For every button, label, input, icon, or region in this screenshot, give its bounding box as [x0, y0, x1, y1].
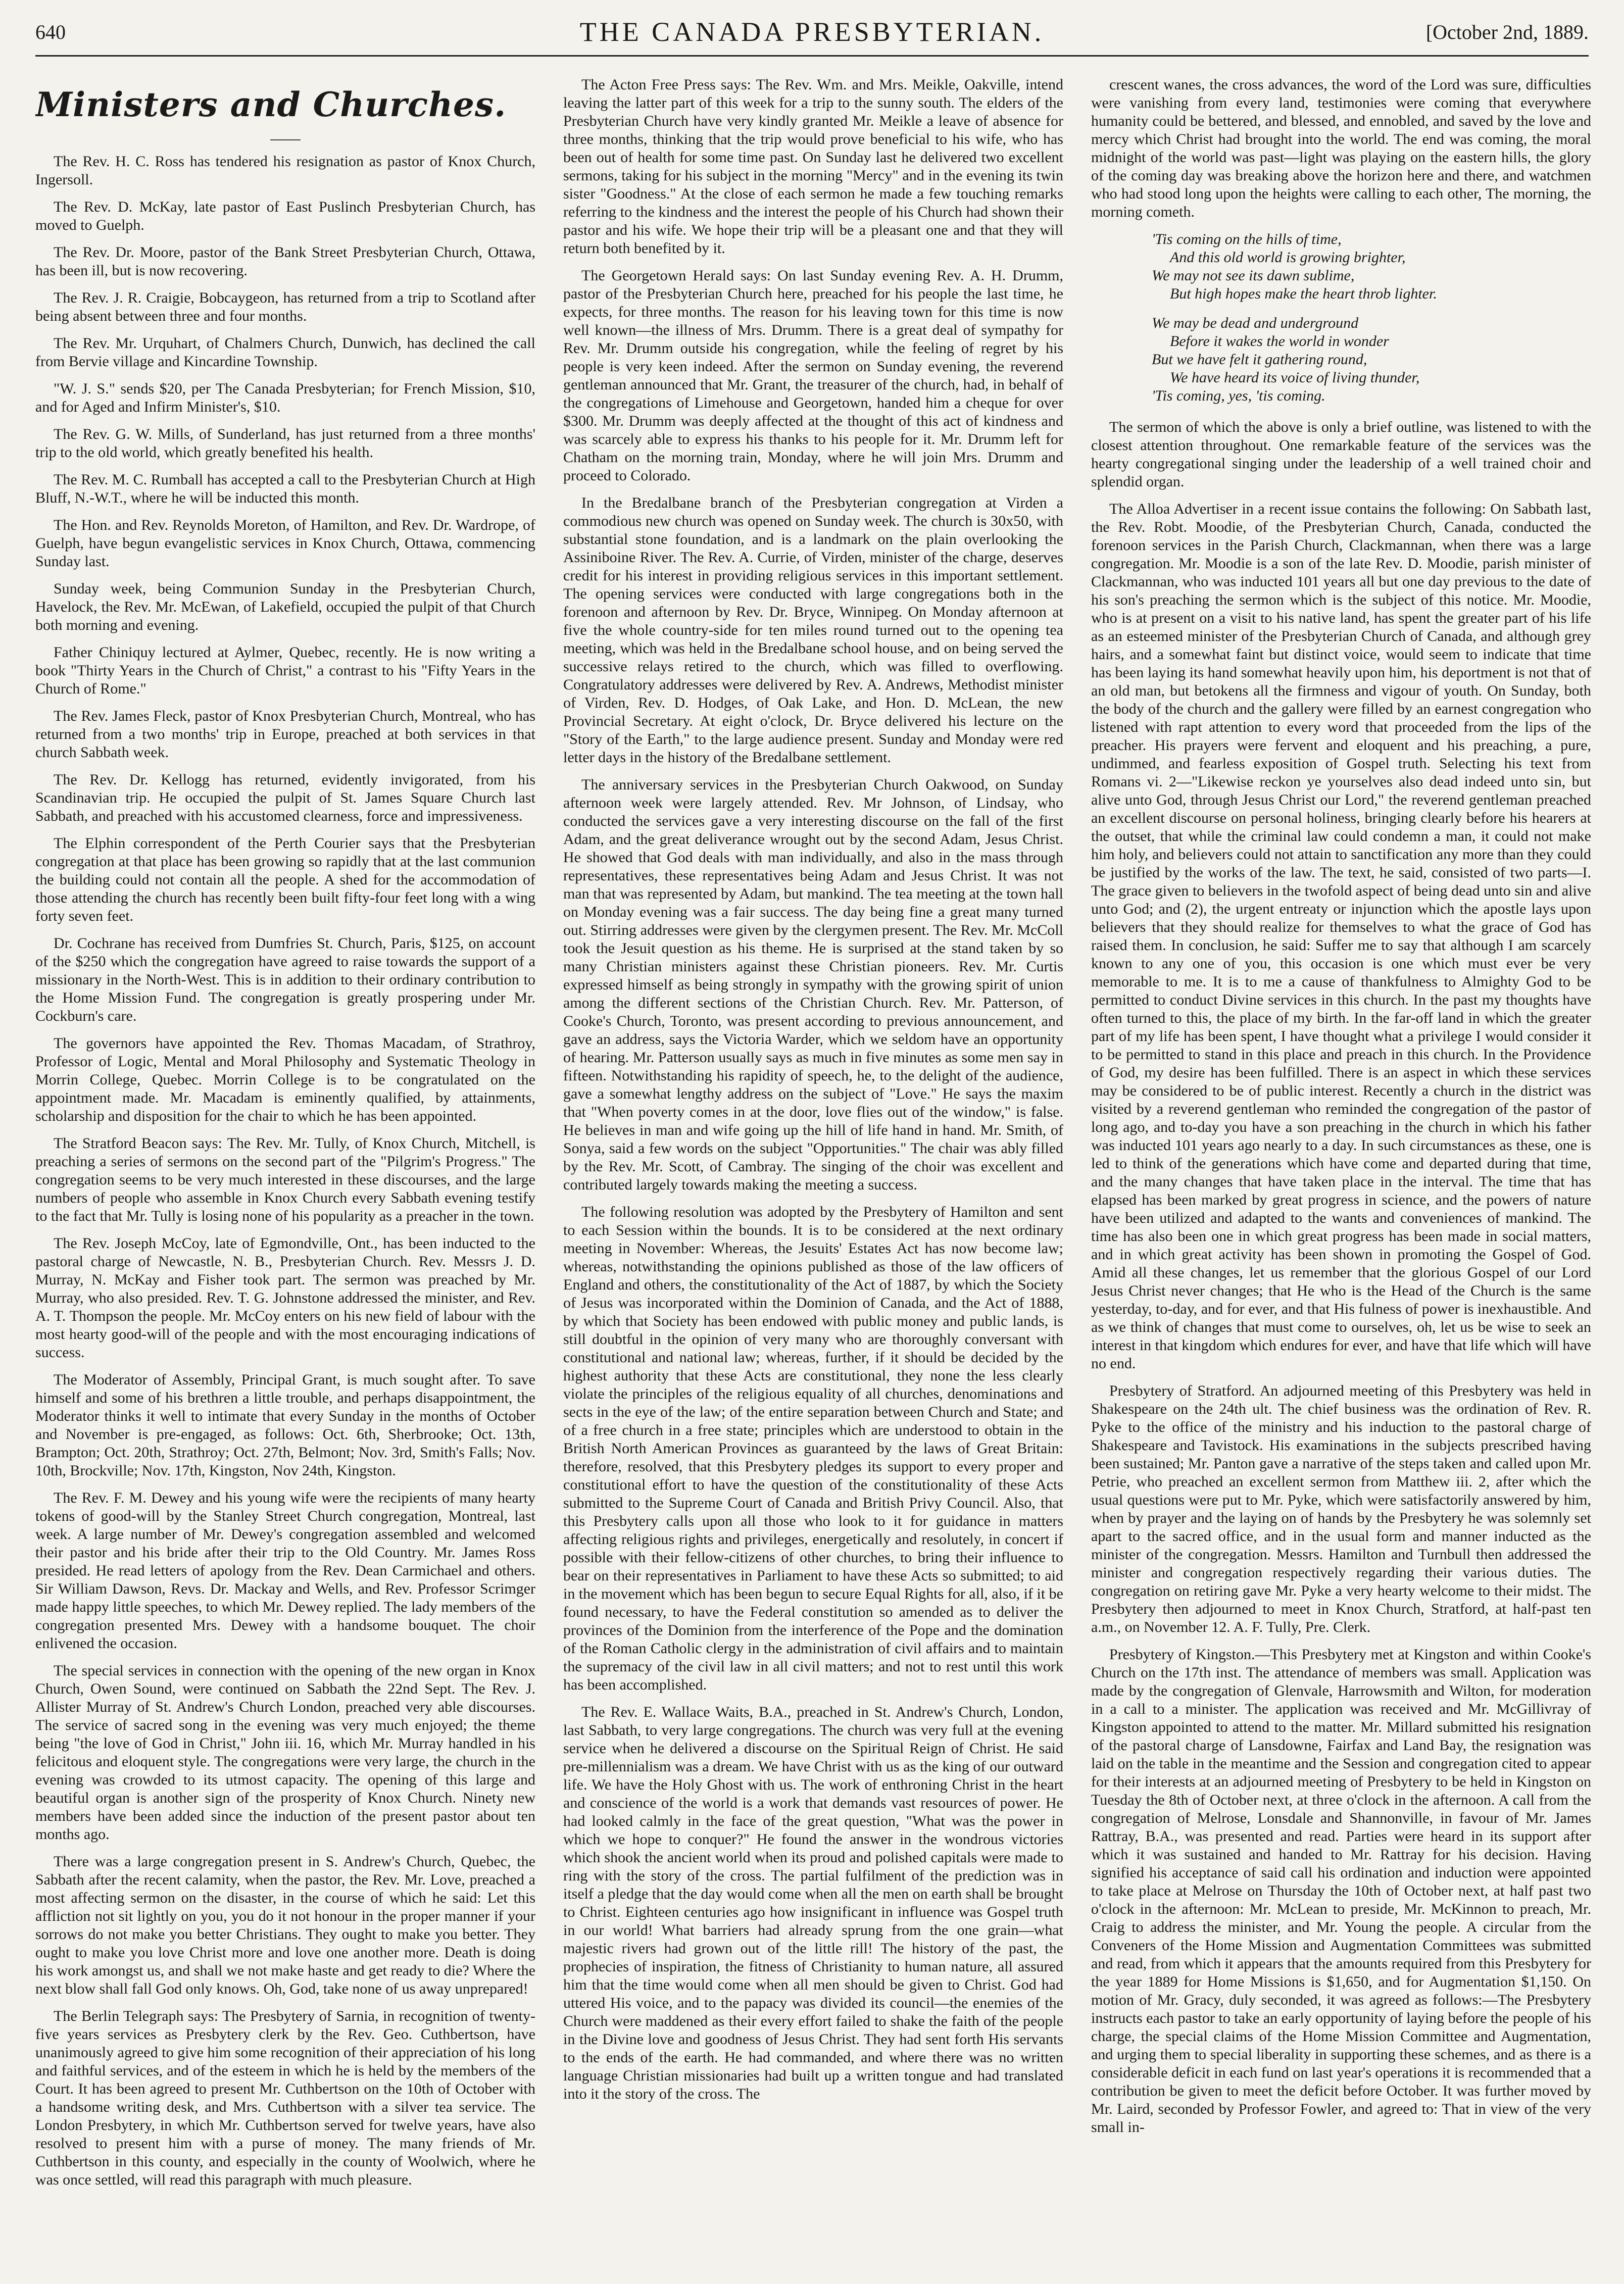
column-1 — [35, 76, 535, 2263]
column-2 — [563, 76, 1063, 2263]
poem — [1091, 230, 1591, 405]
poem-stanza-1 — [1152, 230, 1591, 303]
news-item: The Rev. Dr. Moore, pastor of the Bank Street Presbyterian Church, Ottawa, has been ill, but is now recovering. — [35, 244, 535, 279]
news-item: The Rev. Joseph McCoy, late of Egmondville, Ont., has been inducted to the pastoral charge of Newcastle, N. B., Presbyterian Church. Rev. Messrs J. D. Murray, N. McKay and Fisher took part. The sermon was preached by Mr. Murray, who also presided. Rev. T. G. Johnstone addressed the minister, and Rev. A. T. Thompson the people. Mr. McCoy enters on his new field of labour with the most hearty good-will of the people and with the most encouraging indications of success. — [35, 1235, 535, 1361]
news-item: The special services in connection with the opening of the new organ in Knox Church, Owen Sound, were continued on Sabbath the 22nd Sept. The Rev. J. Allister Murray of St. Andrew's Church London, preached very able discourses. The service of sacred song in the evening was very much enjoyed; the theme being "the love of God in Christ," John iii. 16, which Mr. Murray handled in his felicitous and eloquent style. The congregations were very large, the church in the evening was crowded to its utmost capacity. The opening of this large and beautiful organ is another sign of the prosperity of Knox Church. Ninety new members have been added since the induction of the present pastor about ten months ago. — [35, 1662, 535, 1843]
poem-line: Before it wakes the world in wonder — [1170, 333, 1389, 350]
news-item: In the Bredalbane branch of the Presbyterian congregation at Virden a commodious new church was opened on Sunday week. The church is 30x50, with substantial stone foundation, and is a landmark on the plain overlooking the Assiniboine River. The Rev. A. Currie, of Virden, minister of the charge, deserves credit for his interest in providing religious services in this important settlement. The opening services were conducted with large congregations both in the forenoon and afternoon by Rev. Dr. Bryce, Winnipeg. On Monday afternoon at five the whole country-side for ten miles round turned out to the opening tea meeting, which was held in the Bredalbane school house, and on being served the successive relays retired to the church, which was filled to overflowing. Congratulatory addresses were delivered by Rev. A. Andrews, Methodist minister of Virden, Rev. D. Hodges, of Oak Lake, and Hon. D. McLean, the new Provincial Secretary. At eight o'clock, Dr. Bryce delivered his lecture on the "Story of the Earth," to the large audience present. Sunday and Monday were red letter days in the history of the Bredalbane settlement. — [563, 494, 1063, 766]
page-number: 640 — [35, 21, 66, 43]
column-3-lead — [1091, 76, 1591, 221]
poem-line: We have heard its voice of living thunder, — [1170, 369, 1420, 386]
poem-line: But we have felt it gathering round, — [1152, 351, 1367, 368]
column-2-items — [563, 76, 1063, 2103]
news-item: The following resolution was adopted by the Presbytery of Hamilton and sent to each Session within the bounds. It is to be considered at the next ordinary meeting in November: Whereas, the Jesuits' Estates Act has now become law; whereas, notwithstanding the opinions published as those of the law officers of England and others, the constitutionality of the Act of 1887, by which the Society of Jesus was incorporated within the Dominion of Canada, and the Act of 1888, by which that Society has been endowed with public money and public lands, is still doubtful in the opinion of very many who are thoroughly conversant with constitutional and national law; whereas, further, if it should be decided by the highest authority that these Acts are constitutional, they none the less clearly violate the principles of the religious equality of all churches, denominations and sects in the eye of the law; of the entire separation between Church and State; and of a free church in a free state; principles which are understood to obtain in the British North American Provinces as guaranteed by the laws of Great Britain: therefore, resolved, that this Presbytery pledges its support to every proper and constitutional effort to have the question of the constitutionality of these Acts submitted to the Supreme Court of Canada and British Privy Council. Also, that this Presbytery calls upon all those who look to it for guidance in matters affecting religious rights and privileges, energetically and resolutely, in concert if possible with their fellow-citizens of other churches, to bring their influence to bear on their representatives in Parliament to have these Acts so submitted; to aid in the movement which has been begun to secure Equal Rights for all, also, if it be found necessary, to have the Federal constitution so amended as to deliver the provinces of the Dominion from the interference of the Pope and the domination of the Roman Catholic clergy in the administration of civil affairs and to maintain the supremacy of the civil law in all civil matters; and not to rest until this work has been accomplished. — [563, 1204, 1063, 1693]
news-item: The Rev. Dr. Kellogg has returned, evidently invigorated, from his Scandinavian trip. He occupied the pulpit of St. James Square Church last Sabbath, and preached with his accustomed clearness, force and impressiveness. — [35, 771, 535, 824]
news-item: crescent wanes, the cross advances, the word of the Lord was sure, difficulties were vanishing from every land, testimonies were coming that everywhere humanity could be bettered, and blessed, and ennobled, and saved by the love and mercy which Christ had brought into the world. The end was coming, the moral midnight of the world was past—light was playing on the eastern hills, the glory of the coming day was breaking above the horizon here and there, and watchmen who had stood long upon the heights were calling to each other, The morning, the morning cometh. — [1091, 76, 1591, 220]
news-item: The anniversary services in the Presbyterian Church Oakwood, on Sunday afternoon week were largely attended. Rev. Mr Johnson, of Lindsay, who conducted the services gave a very interesting discourse on the fall of the first Adam, and the great deliverance wrought out by the second Adam, Jesus Christ. He showed that God deals with man individually, and also in the mass through representatives, these representatives being Adam and Jesus Christ. It was not man that was represented by Adam, but mankind. The tea meeting at the town hall on Monday evening was a fair success. The day being fine a great many turned out. Stirring addresses were given by the clergymen present. The Rev. Mr. McColl took the Jesuit question as his theme. He is surprised at the stand taken by so many Christian ministers against these Christian pioneers. Rev. Mr. Curtis expressed himself as being strongly in sympathy with the growing spirit of union among the different sections of the Christian Church. Rev. Mr. Patterson, of Cooke's Church, Toronto, was present according to previous announcement, and gave an address, says the Victoria Warder, which we seldom have an opportunity of hearing. Mr. Patterson usually says as much in five minutes as some men say in fifteen. Notwithstanding his rapidity of speech, he, to the delight of the audience, gave a somewhat lengthy address on the subject of "Love." He says the maxim that "When poverty comes in at the door, love flies out of the window," is false. He believes in man and wife going up the hill of life hand in hand. Mr. Smith, of Sonya, said a few words on the subject "Opportunities." The chair was ably filled by the Rev. Mr. Scott, of Cambray. The singing of the choir was excellent and contributed largely towards making the meeting a success. — [563, 776, 1063, 1193]
news-item: The Georgetown Herald says: On last Sunday evening Rev. A. H. Drumm, pastor of the Presbyterian Church here, preached for his people the last time, he expects, for three months. The reason for his leaving town for this time is now well known—the illness of Mrs. Drumm. There is a great deal of sympathy for Rev. Mr. Drumm outside his congregation, while the feeling of regret by his people is very keen indeed. After the sermon on Sunday evening, the reverend gentleman announced that Mr. Grant, the treasurer of the church, had, in behalf of the congregations of Limehouse and Georgetown, handed him a cheque for over $300. Mr. Drumm was deeply affected at the thought of this act of kindness and was scarcely able to express his thanks to his people for it. Mr. Drumm left for Chatham on the morning train, Monday, where he will join Mrs. Drumm and proceed to Colorado. — [563, 267, 1063, 484]
poem-line: But high hopes make the heart throb lighter. — [1170, 285, 1437, 302]
poem-line: 'Tis coming on the hills of time, — [1152, 231, 1342, 247]
news-item: Father Chiniquy lectured at Aylmer, Quebec, recently. He is now writing a book "Thirty Years in the Church of Christ," a contrast to his "Fifty Years in the Church of Rome." — [35, 644, 535, 697]
news-item: The Stratford Beacon says: The Rev. Mr. Tully, of Knox Church, Mitchell, is preaching a series of sermons on the second part of the "Pilgrim's Progress." The congregation seems to be very much interested in these discourses, and the large numbers of people who assemble in Knox Church every Sabbath evening testify to the fact that Mr. Tully is losing none of his popularity as a preacher in the town. — [35, 1135, 535, 1224]
news-item: The Rev. F. M. Dewey and his young wife were the recipients of many hearty tokens of good-will by the Stanley Street Church congregation, Montreal, last week. A large number of Mr. Dewey's congregation assembled and welcomed their pastor and his bride after their trip to the Old Country. Mr. James Ross presided. He read letters of apology from the Rev. Dean Carmichael and others. Sir William Dawson, Revs. Dr. Mackay and Wells, and Rev. Professor Scrimger made happy little speeches, to which Mr. Dewey replied. The lady members of the congregation presented Mrs. Dewey with a handsome bouquet. The choir enlivened the occasion. — [35, 1489, 535, 1652]
poem-line: We may be dead and underground — [1152, 315, 1359, 331]
news-item: The Rev. J. R. Craigie, Bobcaygeon, has returned from a trip to Scotland after being absent between three and four months. — [35, 289, 535, 324]
poem-line: We may not see its dawn sublime, — [1152, 267, 1355, 284]
issue-date: [October 2nd, 1889. — [1425, 21, 1589, 43]
news-item: Presbytery of Kingston.—This Presbytery met at Kingston and within Cooke's Church on the 17th inst. The attendance of members was small. Application was made by the congregation of Glenvale, Harrowsmith and Wilton, for moderation in a call to a minister. The application was received and Mr. McGillivray of Kingston appointed to attend to the matter. Mr. Millard submitted his resignation of the pastoral charge of Lansdowne, Fairfax and Land Bay, the resignation was laid on the table in the meantime and the Session and congregation cited to appear for their interests at an adjourned meeting of Presbytery to be held in Kingston on Tuesday the 8th of October next, at three o'clock in the afternoon. A call from the congregation of Melrose, Lonsdale and Shannonville, in favour of Mr. James Rattray, B.A., was presented and read. Parties were heard in its support after which it was sustained and handed to Mr. Rattray for his decision. Having signified his acceptance of said call his ordination and induction were appointed to take place at Melrose on Thursday the 10th of October next, at half past two o'clock in the afternoon: Mr. McLean to preside, Mr. McKinnon to preach, Mr. Craig to address the minister, and Mr. Young the people. A circular from the Conveners of the Home Mission and Augmentation Committees was submitted and read, from which it appears that the amounts required from this Presbytery for the year 1889 for Home Missions is $1,650, and for Augmentation $1,150. On motion of Mr. Gracy, duly seconded, it was agreed as follows:—The Presbytery instructs each pastor to take an early opportunity of laying before the people of his charge, the special claims of the Home Mission Committee and Augmentation, and urging them to special liberality in supporting these schemes, and as there is a considerable deficit in each fund on last year's operations it is recommended that a contribution be given to meet the deficit before October. It was further moved by Mr. Laird, seconded by Professor Fowler, and agreed to: That in view of the very small in- — [1091, 1646, 1591, 2136]
news-item: The Rev. D. McKay, late pastor of East Puslinch Presbyterian Church, has moved to Guelph. — [35, 198, 535, 233]
column-3-items — [1091, 418, 1591, 2137]
news-item: The Rev. E. Wallace Waits, B.A., preached in St. Andrew's Church, London, last Sabbath, to very large congregations. The church was very full at the evening service when he delivered a discourse on the Spiritual Reign of Christ. He said pre-millennialism was a dream. We have Christ with us as the king of our outward life. We have the Holy Ghost with us. The work of enthroning Christ in the heart and conscience of the world is a work that demands vast resources of power. He had looked calmly in the face of the great question, "What was the power in which we hope to conquer?" He found the answer in the wondrous victories which shook the ancient world when its proud and polished capitals were made to ring with the story of the cross. The partial fulfilment of the prediction was in itself a pledge that the day would come when all the men on earth shall be brought to Christ. Eighteen centuries ago how insignificant in influence was Gospel truth in our world! What barriers had already sprung from the one grain—what majestic rivers had grown out of the little rill! The history of the past, the prophecies of inspiration, the fitness of Christianity to human nature, all assured him that the time would come when all men should be given to Christ. God had uttered His voice, and to the papacy was divided its council—the enemies of the Church were maddened as their every effort failed to shake the faith of the people in the Divine love and goodness of Jesus Christ. They had sent forth His servants to the ends of the earth. He had commanded, and where there was no written language Christian missionaries had built up a written tongue and had translated into it the story of the cross. The — [563, 1704, 1063, 2102]
column-1-items — [35, 153, 535, 2189]
news-item: Presbytery of Stratford. An adjourned meeting of this Presbytery was held in Shakespeare on the 24th ult. The chief business was the ordination of Rev. R. Pyke to the office of the ministry and his induction to the pastoral charge of Shakespeare and Tavistock. His examinations in the subjects prescribed having been sustained; Mr. Panton gave a narrative of the steps taken and called upon Mr. Petrie, who preached an excellent sermon from Matthew iii. 2, after which the usual questions were put to Mr. Pyke, which were satisfactorily answered by him, when by prayer and the laying on of hands by the Presbytery he was solemnly set apart to the sacred office, and in the usual form and manner inducted as the minister of the congregation. Messrs. Hamilton and Turnbull then addressed the minister and congregation respectively regarding their various duties. The congregation on retiring gave Mr. Pyke a very hearty welcome to their midst. The Presbytery then adjourned to meet in Knox Church, Stratford, at half-past ten a.m., on November 12. A. F. Tully, Pre. Clerk. — [1091, 1382, 1591, 1635]
news-item: "W. J. S." sends $20, per The Canada Presbyterian; for French Mission, $10, and for Aged and Infirm Minister's, $10. — [35, 380, 535, 415]
news-item: The sermon of which the above is only a brief outline, was listened to with the closest attention throughout. One remarkable feature of the services was the hearty congregational singing under the leadership of a well trained choir and splendid organ. — [1091, 419, 1591, 490]
news-item: The Rev. H. C. Ross has tendered his resignation as pastor of Knox Church, Ingersoll. — [35, 153, 535, 188]
news-item: The Elphin correspondent of the Perth Courier says that the Presbyterian congregation at that place has been growing so rapidly that at the last communion the building could not contain all the people. A shed for the accommodation of those attending the church has recently been built fifty-four feet long with a wing forty seven feet. — [35, 835, 535, 924]
running-head — [35, 11, 1589, 57]
section-title: Ministers and Churches. — [35, 85, 507, 124]
poem-line: 'Tis coming, yes, 'tis coming. — [1152, 387, 1325, 404]
news-item: There was a large congregation present in S. Andrew's Church, Quebec, the Sabbath after the recent calamity, when the pastor, the Rev. Mr. Love, preached a most affecting sermon on the disaster, in the course of which he said: Let this affliction not sit lightly on you, you do it not honour in the proper manner if your sorrows do not make you better Christians. They ought to make you better. They ought to make you love Christ more and love one another more. Death is doing his work amongst us, and shall we not make haste and get ready to die? Where the next blow shall fall God only knows. Oh, God, take none of us away unprepared! — [35, 1853, 535, 1997]
news-item: The Rev. G. W. Mills, of Sunderland, has just returned from a three months' trip to the old world, which greatly benefited his health. — [35, 426, 535, 461]
news-item: The governors have appointed the Rev. Thomas Macadam, of Strathroy, Professor of Logic, Mental and Moral Philosophy and Systematic Theology in Morrin College, Quebec. Morrin College is to be congratulated on the appointment made. Mr. Macadam is eminently qualified, by attainments, scholarship and disposition for the chair to which he has been appointed. — [35, 1035, 535, 1124]
news-item: The Acton Free Press says: The Rev. Wm. and Mrs. Meikle, Oakville, intend leaving the latter part of this week for a trip to the sunny south. The elders of the Presbyterian Church have very kindly granted Mr. Meikle a leave of absence for three months, thinking that the trip would prove beneficial to his wife, who has been out of health for some time past. On Sunday last he delivered two excellent sermons, taking for his subject in the morning "Mercy" and in the evening its twin sister "Goodness." At the close of each sermon he made a few touching remarks referring to the kindness and the interest the people of his Church had shown their pastor and his wife. We hope their trip will be a pleasant one and that they will return both benefited by it. — [563, 76, 1063, 257]
title-divider — [270, 139, 301, 140]
news-item: The Alloa Advertiser in a recent issue contains the following: On Sabbath last, the Rev. Robt. Moodie, of the Presbyterian Church, Canada, conducted the forenoon services in the Parish Church, Clackmannan, when there was a large congregation. Mr. Moodie is a son of the late Rev. D. Moodie, parish minister of Clackmannan, who was inducted 101 years all but one day previous to the date of his son's preaching the sermon which is the subject of this notice. Mr. Moodie, who is at present on a visit to his native land, has spent the greater part of his life as an esteemed minister of the Presbyterian Church of Canada, and although grey hairs, and a somewhat faint but distinct voice, would seem to indicate that time has been laying its hand somewhat heavily upon him, his deportment is not that of an old man, but betokens all the firmness and vigour of youth. On Sunday, both the body of the church and the gallery were filled by an earnest congregation who listened with rapt attention to every word that proceeded from the lips of the preacher. His prayers were fervent and eloquent and his preaching, a pure, undimmed, and fearless exposition of Gospel truth. Selecting his text from Romans vi. 2—"Likewise reckon ye yourselves also dead indeed unto sin, but alive unto God, through Jesus Christ our Lord," the reverend gentleman preached an excellent discourse on personal holiness, bringing clearly before his hearers at the outset, that while the criminal law could condemn a man, it could not make him holy, and believers could not attain to sanctification any more than they could be justified by the works of the law. The text, he said, consisted of two parts—I. The grace given to believers in the twofold aspect of being dead unto sin and alive unto God; and (2), the urgent entreaty or injunction which the apostle lays upon believers that they should realize for themselves to what the grace of God has raised them. In conclusion, he said: Suffer me to say that although I am scarcely known to any one of you, this occasion is one which must ever be very memorable to me. It is to me a cause of thankfulness to Almighty God to be permitted to conduct Divine services in this church. In the past my thoughts have often turned to this, the place of my birth. In the far-off land in which the greater part of my life has been spent, I have thought what a privilege I would consider it to be permitted to stand in this place and preach in this church. In the Providence of God, my desire has been fulfilled. There is an aspect in which these services may be considered to be of public interest. Recently a church in the district was visited by a reverend gentleman who reminded the congregation of the pastor of long ago, and to-day you have a son preaching in the church in which his father was inducted 101 years ago nearly to a day. In such circumstances as these, one is led to think of the generations which have come and departed during that time, and the many changes that have taken place in the interval. The time that has elapsed has been marked by great progress in science, and the powers of nature have been utilized and adapted to the wants and conveniences of mankind. The time has also been one in which great progress has been made in social matters, and in which great activity has been shown in promoting the Gospel of God. Amid all these changes, let us remember that the glorious Gospel of our Lord Jesus Christ never changes; that He who is the Head of the Church is the same yesterday, to-day, and for ever, and that His fulness of power is inexhaustible. And as we think of changes that must come to ourselves, oh, let us be wise to seek an interest in that kingdom which endures for ever, and have that life which will have no end. — [1091, 501, 1591, 1372]
news-item: Dr. Cochrane has received from Dumfries St. Church, Paris, $125, on account of the $250 which the congregation have agreed to raise towards the support of a missionary in the North-West. This is in addition to their ordinary contribution to the Home Mission Fund. The congregation is greatly prospering under Mr. Cockburn's care. — [35, 935, 535, 1024]
news-item: Sunday week, being Communion Sunday in the Presbyterian Church, Havelock, the Rev. Mr. McEwan, of Lakefield, occupied the pulpit of that Church both morning and evening. — [35, 580, 535, 633]
column-3 — [1091, 76, 1591, 2263]
news-item: The Rev. M. C. Rumball has accepted a call to the Presbyterian Church at High Bluff, N.-W.T., where he will be inducted this month. — [35, 471, 535, 506]
publication-title: THE CANADA PRESBYTERIAN. — [579, 17, 1045, 47]
news-item: The Rev. James Fleck, pastor of Knox Presbyterian Church, Montreal, who has returned from a two months' trip in Europe, preached at both services in that church Sabbath week. — [35, 708, 535, 761]
poem-line: And this old world is growing brighter, — [1170, 249, 1406, 266]
news-item: The Rev. Mr. Urquhart, of Chalmers Church, Dunwich, has declined the call from Bervie village and Kincardine Township. — [35, 335, 535, 370]
news-item: The Moderator of Assembly, Principal Grant, is much sought after. To save himself and some of his brethren a little trouble, and perhaps disappointment, the Moderator thinks it well to intimate that every Sunday in the months of October and November is pre-engaged, as follows: Oct. 6th, Sherbrooke; Oct. 13th, Brampton; Oct. 20th, Strathroy; Oct. 27th, Belmont; Nov. 3rd, Smith's Falls; Nov. 10th, Brockville; Nov. 17th, Kingston, Nov 24th, Kingston. — [35, 1371, 535, 1479]
news-item: The Berlin Telegraph says: The Presbytery of Sarnia, in recognition of twenty-five years services as Presbytery clerk by the Rev. Geo. Cuthbertson, have unanimously agreed to give him some recognition of their appreciation of his long and faithful services, and of the esteem in which he is held by the members of the Court. It has been agreed to present Mr. Cuthbertson on the 10th of October with a handsome writing desk, and Mrs. Cuthbertson with a silver tea service. The London Presbytery, in which Mr. Cuthbertson served for twelve years, have also resolved to present him with a purse of money. The many friends of Mr. Cuthbertson in this county, and especially in the county of Woolwich, where he was once settled, will read this paragraph with much pleasure. — [35, 2008, 535, 2188]
poem-stanza-2 — [1152, 314, 1591, 405]
news-item: The Hon. and Rev. Reynolds Moreton, of Hamilton, and Rev. Dr. Wardrope, of Guelph, have begun evangelistic services in Knox Church, Ottawa, commencing Sunday last. — [35, 517, 535, 570]
